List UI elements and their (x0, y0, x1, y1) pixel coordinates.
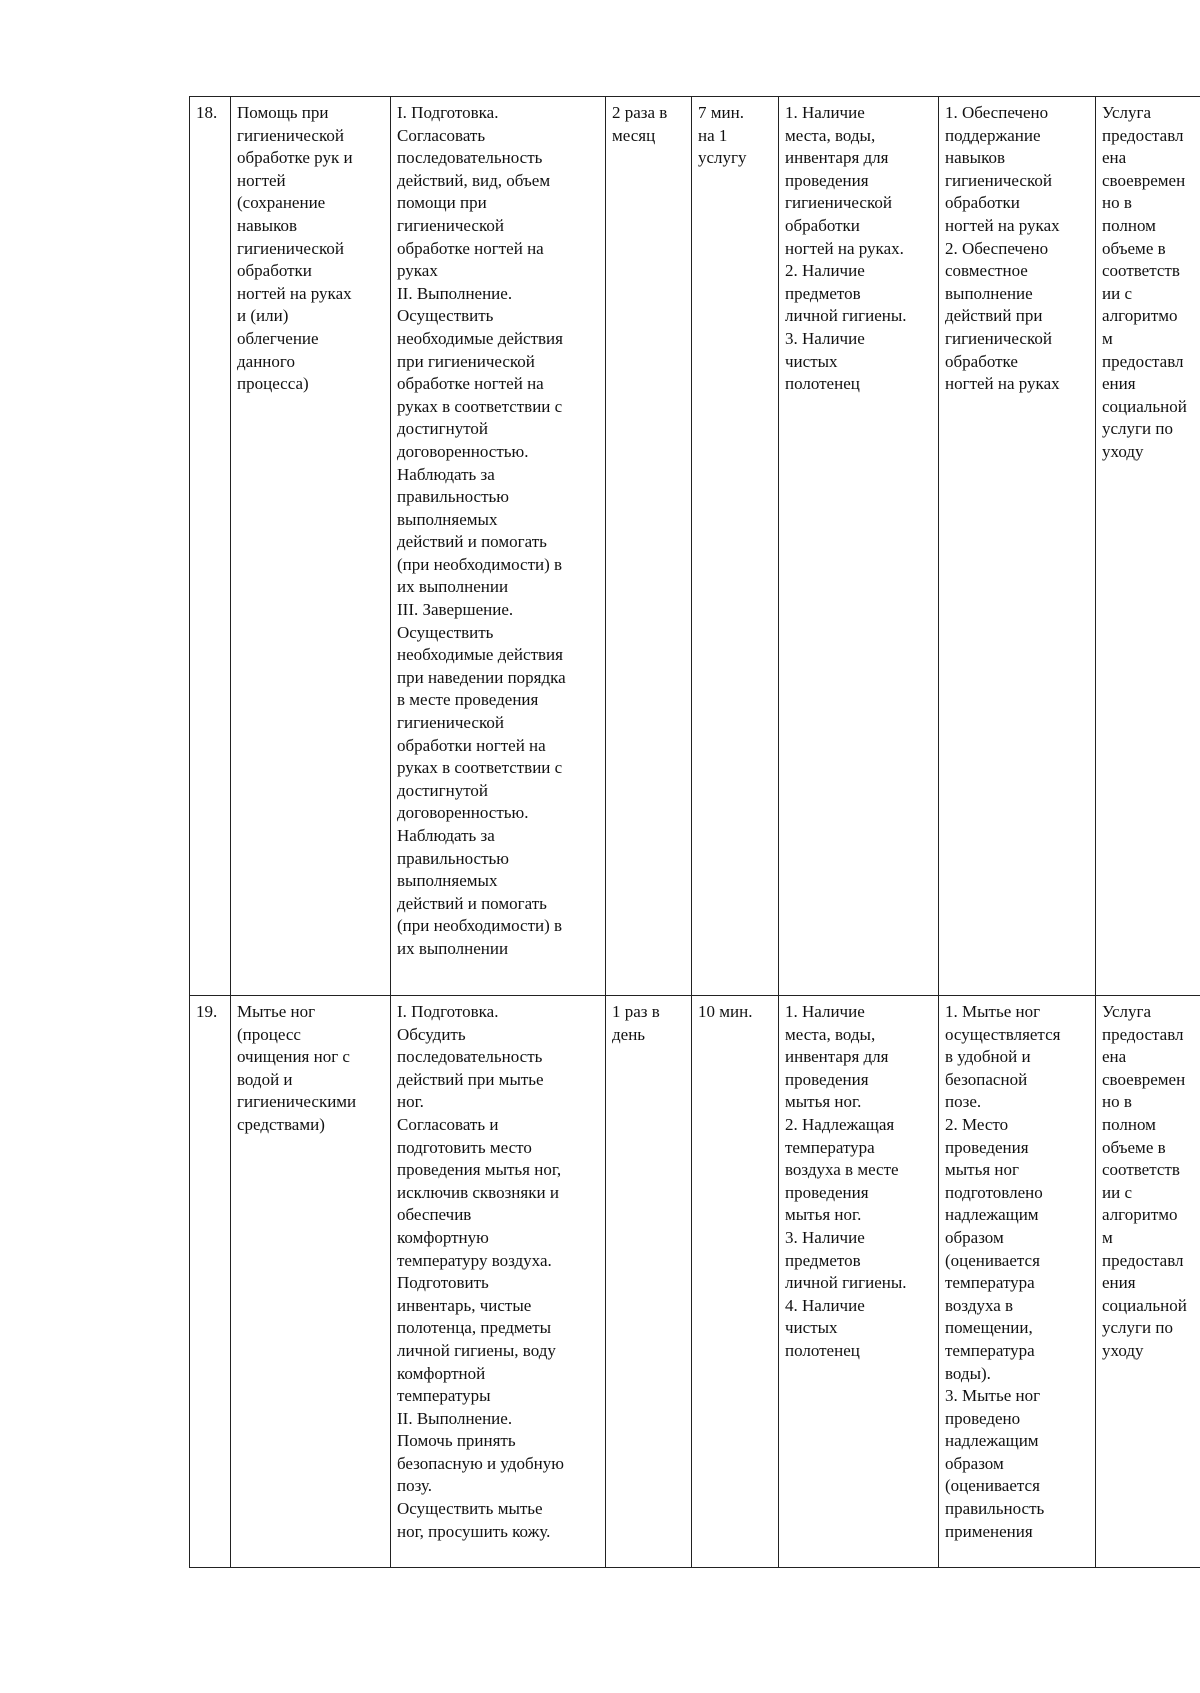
service-conditions: 1. Наличие места, воды, инвентаря для проведения мытья ног. 2. Надлежащая температура воздуха в месте проведения мытья ног. 3. Наличие предметов личной гигиены. 4. Наличие чистых полотенец (779, 996, 939, 1568)
service-name: Мытье ног (процесс очищения ног с водой и гигиеническими средствами) (231, 996, 391, 1568)
service-assessment: Услуга предоставл ена своевремен но в полном объеме в соответств ии с алгоритмо м предоставл ения социальной услуги по уходу (1096, 996, 1200, 1568)
service-assessment: Услуга предоставл ена своевремен но в полном объеме в соответств ии с алгоритмо м предоставл ения социальной услуги по уходу (1096, 97, 1200, 996)
service-duration: 7 мин. на 1 услугу (692, 97, 779, 996)
service-frequency: 2 раза в месяц (606, 97, 692, 996)
row-number: 19. (190, 996, 231, 1568)
service-duration: 10 мин. (692, 996, 779, 1568)
service-procedure: I. Подготовка. Согласовать последовательность действий, вид, объем помощи при гигиенической обработке ногтей на руках II. Выполнение. Осуществить необходимые действия при гигиенической обработке ногтей на руках в соответствии с достигнутой договоренностью. Наблюдать за правильностью выполняемых действий и помогать (при необходимости) в их выполнении III. Завершение. Осуществить необходимые действия при наведении порядка в месте проведения гигиенической обработки ногтей на руках в соответствии с достигнутой договоренностью. Наблюдать за правильностью выполняемых действий и помогать (при необходимости) в их выполнении (391, 97, 606, 996)
services-table (189, 96, 1200, 1568)
service-name: Помощь при гигиенической обработке рук и ногтей (сохранение навыков гигиенической обработки ногтей на руках и (или) облегчение данного процесса) (231, 97, 391, 996)
service-conditions: 1. Наличие места, воды, инвентаря для проведения гигиенической обработки ногтей на руках. 2. Наличие предметов личной гигиены. 3. Наличие чистых полотенец (779, 97, 939, 996)
table-row (190, 996, 1200, 1568)
table-row (190, 97, 1200, 996)
service-indicators: 1. Обеспечено поддержание навыков гигиенической обработки ногтей на руках 2. Обеспечено совместное выполнение действий при гигиенической обработке ногтей на руках (939, 97, 1096, 996)
service-frequency: 1 раз в день (606, 996, 692, 1568)
service-indicators: 1. Мытье ног осуществляется в удобной и безопасной позе. 2. Место проведения мытья ног подготовлено надлежащим образом (оценивается температура воздуха в помещении, температура воды). 3. Мытье ног проведено надлежащим образом (оценивается правильность применения (939, 996, 1096, 1568)
row-number: 18. (190, 97, 231, 996)
service-procedure: I. Подготовка. Обсудить последовательность действий при мытье ног. Согласовать и подготовить место проведения мытья ног, исключив сквозняки и обеспечив комфортную температуру воздуха. Подготовить инвентарь, чистые полотенца, предметы личной гигиены, воду комфортной температуры II. Выполнение. Помочь принять безопасную и удобную позу. Осуществить мытье ног, просушить кожу. (391, 996, 606, 1568)
